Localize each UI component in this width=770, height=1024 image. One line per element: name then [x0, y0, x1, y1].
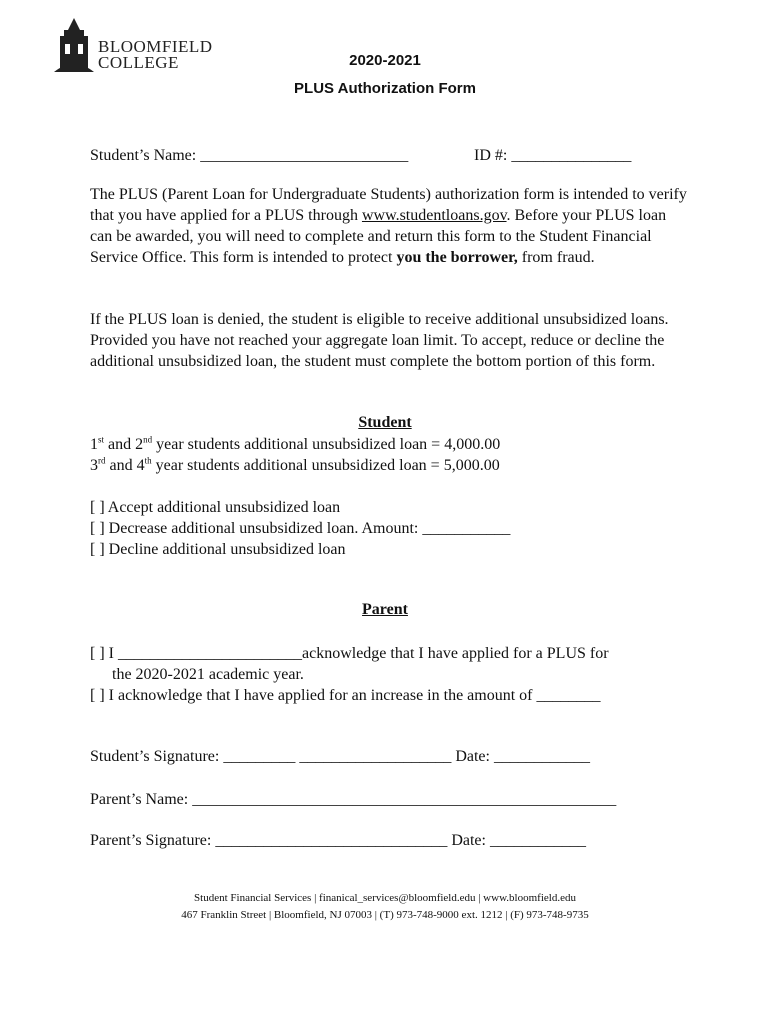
student-name-label: Student’s Name: __________________________: [90, 147, 409, 164]
student-name-field[interactable]: __________________________: [200, 147, 409, 164]
intro-paragraph: The PLUS (Parent Loan for Undergraduate Students) authorization form is intended to verify that you have applied for a PLUS through www.studentloans.gov. Before your PLUS loan can be awarded, you will need to complete and return this form to the Student Financial Service Office. This form is intended to protect you the borrower, from fraud.: [90, 186, 687, 266]
logo-line1: BLOOMFIELD: [98, 37, 213, 56]
parent-ack-plus-cont: the 2020-2021 academic year.: [112, 666, 304, 683]
parent-signature-line[interactable]: Parent’s Signature: _____________________________ Date: ____________: [90, 832, 586, 849]
loan-line-3-4: 3rd and 4th year students additional unsubsidized loan = 5,000.00: [90, 455, 500, 474]
form-year: 2020-2021: [349, 52, 421, 69]
denial-paragraph: If the PLUS loan is denied, the student is eligible to receive additional unsubsidized loans. Provided you have not reached your aggregate loan limit. To accept, reduce or decline the additional unsubsidized loan, the student must complete the bottom portion of this form.: [90, 311, 669, 370]
loan-line-1-2: 1st and 2nd year students additional unsubsidized loan = 4,000.00: [90, 434, 501, 453]
student-id-field[interactable]: _______________: [511, 147, 632, 164]
accept-option[interactable]: [ ] Accept additional unsubsidized loan: [90, 499, 341, 516]
student-heading: Student: [358, 414, 412, 431]
logo-line2: COLLEGE: [98, 53, 179, 72]
parent-heading: Parent: [362, 601, 408, 618]
footer-contact: Student Financial Services | finanical_services@bloomfield.edu | www.bloomfield.edu: [194, 892, 576, 904]
studentloans-link[interactable]: www.studentloans.gov: [361, 207, 507, 224]
student-id-label: ID #: _______________: [474, 147, 632, 164]
parent-ack-plus[interactable]: [ ] I _______________________acknowledge that I have applied for a PLUS for: [90, 645, 609, 662]
decrease-option[interactable]: [ ] Decrease additional unsubsidized loan. Amount: ___________: [90, 520, 511, 537]
parent-name-line[interactable]: Parent’s Name: _____________________________________________________: [90, 791, 617, 808]
form-title: PLUS Authorization Form: [294, 80, 476, 97]
student-signature-line[interactable]: Student’s Signature: _________ ___________________ Date: ____________: [90, 748, 590, 765]
college-tower-icon: [50, 16, 98, 80]
decline-option[interactable]: [ ] Decline additional unsubsidized loan: [90, 541, 346, 558]
footer-address: 467 Franklin Street | Bloomfield, NJ 07003 | (T) 973-748-9000 ext. 1212 | (F) 973-748-9735: [181, 909, 589, 921]
college-logo: [50, 16, 220, 80]
parent-ack-increase[interactable]: [ ] I acknowledge that I have applied for an increase in the amount of ________: [90, 687, 601, 704]
